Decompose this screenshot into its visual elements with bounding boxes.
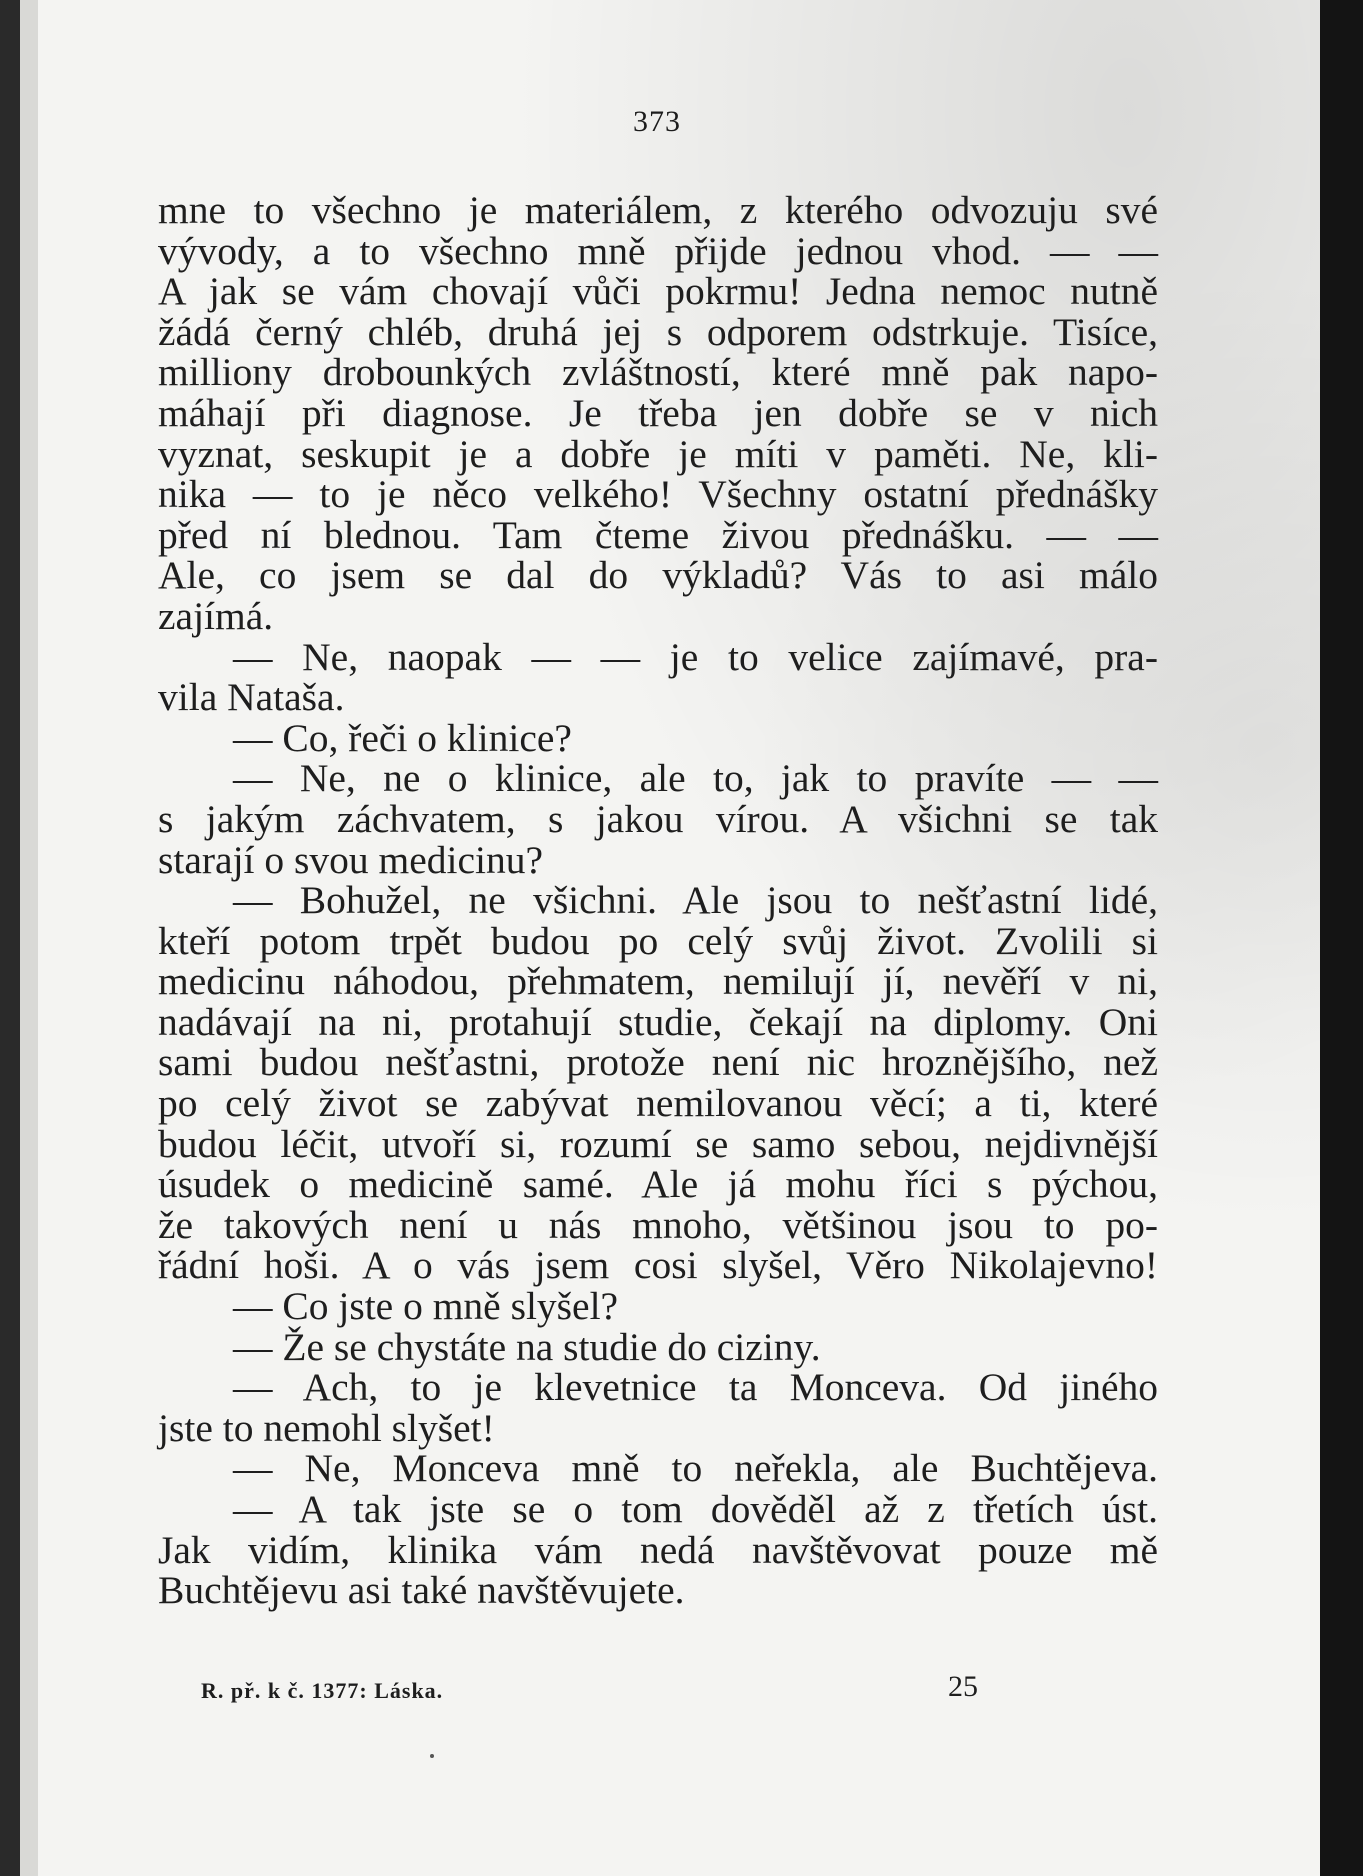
text-line: Ale, co jsem se dal do výkladů? Vás to asi málo: [158, 553, 1158, 598]
scan-dark-edge: [1320, 0, 1363, 1876]
text-line: — Bohužel, ne všichni. Ale jsou to nešťastní lidé,: [233, 878, 1158, 923]
page-number: 373: [633, 105, 681, 138]
text-line: zajímá.: [158, 593, 274, 638]
text-line: nika — to je něco velkého! Všechny ostatní přednášky: [158, 472, 1158, 517]
text-line: že takových není u nás mnoho, většinou jsou to po-: [158, 1202, 1158, 1247]
body-text: [158, 190, 1158, 1611]
text-line: nadávají na ni, protahují studie, čekají na diplomy. Oni: [158, 999, 1158, 1044]
text-line: kteří potom trpět budou po celý svůj život. Zvolili si: [158, 918, 1158, 963]
text-line: Jak vidím, klinika vám nedá navštěvovat pouze mě: [158, 1527, 1158, 1572]
text-line: — Co jste o mně slyšel?: [233, 1284, 619, 1329]
text-line: sami budou nešťastni, protože není nic hroznějšího, než: [158, 1040, 1158, 1085]
book-binding-edge: [0, 0, 20, 1876]
text-line: s jakým záchvatem, s jakou vírou. A všichni se tak: [158, 796, 1158, 841]
book-page: [38, 0, 1320, 1876]
sheet-number: 25: [948, 1670, 978, 1703]
text-line: po celý život se zabývat nemilovanou věcí; a ti, které: [158, 1081, 1158, 1126]
text-line: — Ne, naopak — — je to velice zajímavé, pra-: [233, 634, 1158, 679]
text-line: Buchtějevu asi také navštěvujete.: [158, 1568, 685, 1613]
text-line: starají o svou medicinu?: [158, 837, 544, 882]
text-line: — Co, řeči o klinice?: [233, 715, 572, 760]
text-line: vila Nataša.: [158, 675, 345, 720]
text-line: A jak se vám chovají vůči pokrmu! Jedna nemoc nutně: [158, 269, 1158, 314]
text-line: mne to všechno je materiálem, z kterého odvozuju své: [158, 188, 1158, 232]
text-line: vývody, a to všechno mně přijde jednou vhod. — —: [158, 228, 1158, 273]
text-line: úsudek o medicině samé. Ale já mohu říci s pýchou,: [158, 1162, 1158, 1207]
text-line: — Ne, Monceva mně to neřekla, ale Buchtějeva.: [233, 1446, 1158, 1491]
text-line: — Ach, to je klevetnice ta Monceva. Od jiného: [233, 1365, 1158, 1410]
scan-margin: [20, 0, 38, 1876]
printer-signature: R. př. k č. 1377: Láska.: [201, 1678, 444, 1703]
text-line: — A tak jste se o tom dověděl až z třetích úst.: [233, 1487, 1158, 1531]
text-line: žádá černý chléb, druhá jej s odporem odstrkuje. Tisíce,: [158, 309, 1158, 354]
text-line: jste to nemohl slyšet!: [158, 1405, 495, 1450]
text-line: milliony drobounkých zvláštností, které mně pak napo-: [158, 350, 1158, 395]
text-line: před ní blednou. Tam čteme živou přednášku. — —: [158, 512, 1158, 557]
text-line: — Ne, ne o klinice, ale to, jak to pravíte — —: [233, 756, 1158, 801]
text-line: medicinu náhodou, přehmatem, nemilují jí, nevěří v ni,: [158, 959, 1158, 1004]
dust-speck: [430, 1754, 434, 1758]
text-line: budou léčit, utvoří si, rozumí se samo sebou, nejdivnější: [158, 1121, 1158, 1166]
text-line: — Že se chystáte na studie do ciziny.: [233, 1324, 821, 1369]
text-line: vyznat, seskupit je a dobře je míti v paměti. Ne, kli-: [158, 431, 1158, 476]
text-line: řádní hoši. A o vás jsem cosi slyšel, Věro Nikolajevno!: [158, 1243, 1158, 1288]
text-line: máhají při diagnose. Je třeba jen dobře se v nich: [158, 390, 1158, 435]
